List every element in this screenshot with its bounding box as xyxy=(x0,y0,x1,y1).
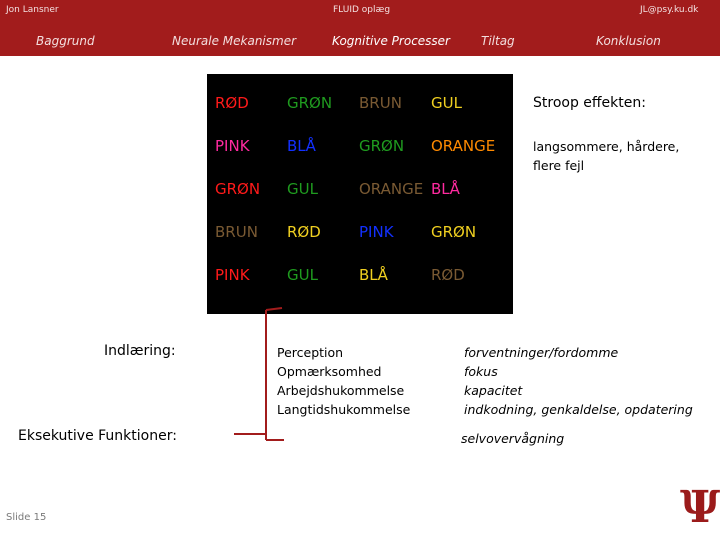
slide-number: Slide 15 xyxy=(6,512,47,523)
stroop-word: GRØN xyxy=(287,94,333,112)
list-item: Opmærksomhed xyxy=(277,364,382,379)
author-label: Jon Lansner xyxy=(6,5,59,15)
list-item: kapacitet xyxy=(464,383,523,398)
stroop-word: GRØN xyxy=(215,180,261,198)
stroop-word: PINK xyxy=(215,137,250,155)
learning-label: Indlæring: xyxy=(104,343,176,359)
stroop-word-grid xyxy=(207,74,513,314)
psi-symbol: Ψ xyxy=(680,482,720,533)
stroop-effect-description-line2: flere fejl xyxy=(533,158,585,173)
note-selvovervaagning: selvovervågning xyxy=(461,431,565,446)
stroop-word: RØD xyxy=(287,223,321,241)
list-item: Langtidshukommelse xyxy=(277,402,411,417)
stroop-effect-description-line1: langsommere, hårdere, xyxy=(533,139,680,154)
nav-item-konklusion[interactable]: Konklusion xyxy=(596,34,661,48)
stroop-word: BLÅ xyxy=(431,180,460,198)
nav-item-neurale-mekanismer[interactable]: Neurale Mekanismer xyxy=(172,34,297,48)
list-item: forventninger/fordomme xyxy=(464,345,619,360)
nav-item-baggrund[interactable]: Baggrund xyxy=(36,34,95,48)
notes-list xyxy=(464,343,693,419)
list-item: Perception xyxy=(277,345,344,360)
stroop-word: GRØN xyxy=(431,223,477,241)
stroop-word: ORANGE xyxy=(359,180,424,198)
presentation-title: FLUID oplæg xyxy=(333,5,391,15)
stroop-word: BRUN xyxy=(215,223,258,241)
list-item: fokus xyxy=(464,364,498,379)
stroop-word: ORANGE xyxy=(431,137,496,155)
nav-item-kognitive-processer[interactable]: Kognitive Processer xyxy=(332,34,450,48)
stroop-word: GUL xyxy=(287,266,318,284)
list-item: Arbejdshukommelse xyxy=(277,383,405,398)
email-label: JL@psy.ku.dk xyxy=(640,5,699,15)
process-list xyxy=(277,343,410,419)
stroop-word: PINK xyxy=(359,223,394,241)
executive-functions-label: Eksekutive Funktioner: xyxy=(18,428,177,444)
psi-logo-icon xyxy=(680,482,720,533)
stroop-word: GUL xyxy=(287,180,318,198)
stroop-effect-title: Stroop effekten: xyxy=(533,95,646,111)
stroop-word: RØD xyxy=(431,266,465,284)
stroop-word: BLÅ xyxy=(359,266,388,284)
nav-item-tiltag[interactable]: Tiltag xyxy=(481,34,515,48)
stroop-word: GRØN xyxy=(359,137,405,155)
stroop-word: RØD xyxy=(215,94,249,112)
header-bar xyxy=(0,0,720,56)
stroop-word: PINK xyxy=(215,266,250,284)
stroop-word: GUL xyxy=(431,94,462,112)
list-item: indkodning, genkaldelse, opdatering xyxy=(464,402,693,417)
stroop-word: BRUN xyxy=(359,94,402,112)
stroop-word: BLÅ xyxy=(287,137,316,155)
